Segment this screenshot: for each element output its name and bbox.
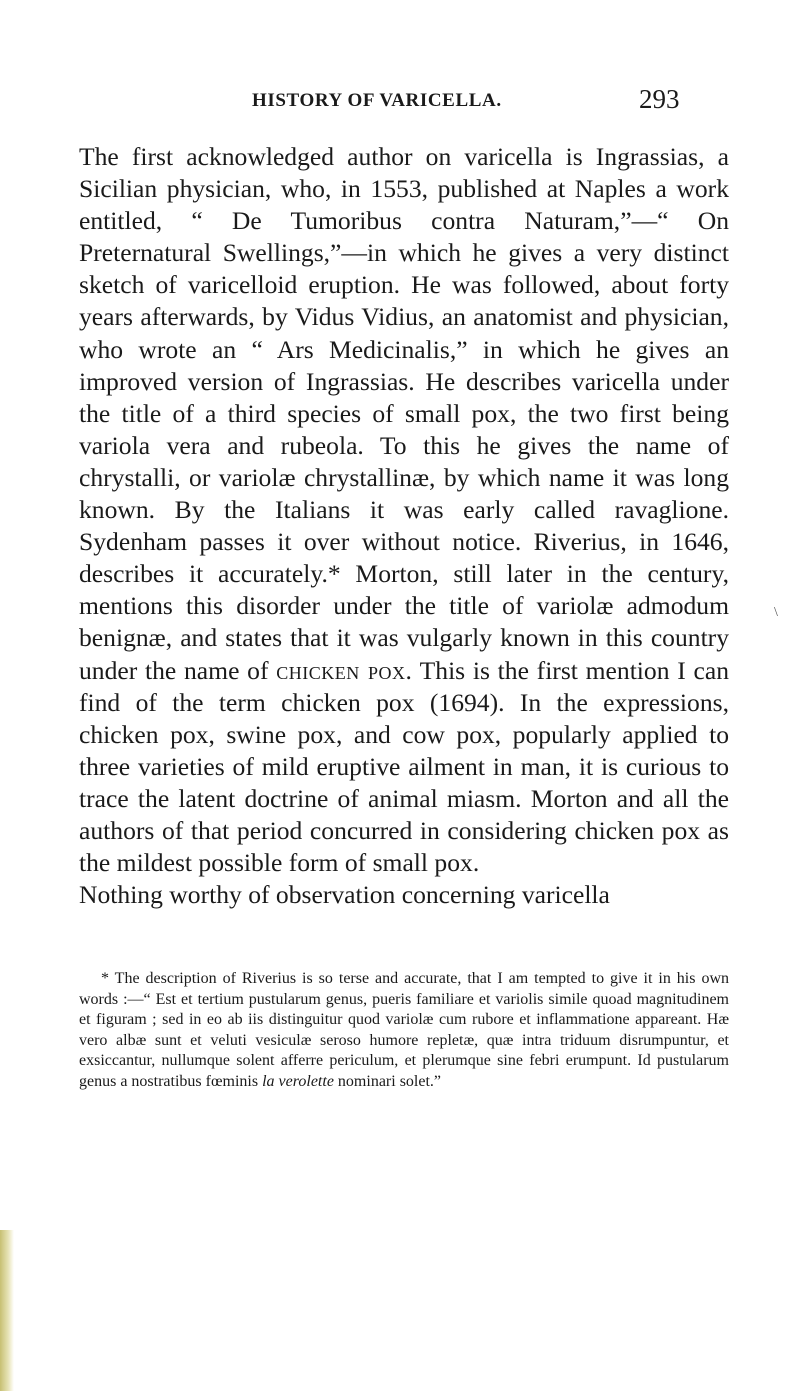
paragraph-1-part-b: This is the first mention I can find of the term chicken pox (1694). In the expressions, chicken pox, swine pox, and cow pox, popularly applied to three varieties of mild eruptive ailment in man, it is curious to trace the latent doctrine of animal miasm. Morton and all the authors of that period concurred in considering chicken pox as the mildest possible form of small pox. xyxy=(79,655,730,878)
paragraph-2: Nothing worthy of observation concerning varicella xyxy=(79,880,610,910)
paragraph-1 xyxy=(79,141,729,879)
page-number: 293 xyxy=(639,84,680,114)
running-head: HISTORY OF VARICELLA. xyxy=(252,90,502,111)
footnote-part-a: * The description of Riverius is so terse and accurate, that I am tempted to give it in his own words :—“ Est et tertium pustularum genus, pueris familiare et variolis simile quoad magnitudinem et figuram ; sed in eo ab iis distinguitur quod variolæ cum rubore et inflammatione appareant. Hæ vero albæ sunt et veluti vesiculæ seroso humore repletæ, quæ intra triduum disrumpuntur, et exsiccantur, nullumque solent afferre periculum, et plerumque sine febri erumpunt. Id pustularum genus a nostratibus fœminis xyxy=(79,970,729,1090)
footnote-italic: la verolette xyxy=(262,1072,334,1090)
page-header xyxy=(0,84,801,118)
paragraph-1-part-a: The first acknowledged author on varicella is Ingrassias, a Sicilian physician, who, in 1553, published at Naples a work entitled, “ De Tumoribus contra Naturam,”—“ On Preternatural Swellings,”—in which he gives a very distinct sketch of varicelloid eruption. He was followed, about forty years afterwards, by Vidus Vidius, an anatomist and physician, who wrote an “ Ars Medicinalis,” in which he gives an improved version of Ingrassias. He describes varicella under the title of a third species of small pox, the two first being variola vera and rubeola. To this he gives the name of chrystalli, or variolæ chrystallinæ, by which name it was long known. By the Italians it was early called ravaglione. Sydenham passes it over without notice. Riverius, in 1646, describes it accurately.* Morton, still later in the century, mentions this disorder under the title of variolæ admodum benignæ, and states that it was vulgarly known in this country under the name of xyxy=(79,142,729,685)
page-edge-discoloration xyxy=(0,1230,14,1391)
footnote xyxy=(79,969,729,1093)
chicken-pox-smallcaps: chicken pox. xyxy=(276,655,413,685)
body-text xyxy=(79,141,729,911)
footnote-text xyxy=(79,969,729,1093)
margin-mark: \ xyxy=(774,605,778,620)
footnote-part-b: nominari solet.” xyxy=(337,1072,442,1090)
